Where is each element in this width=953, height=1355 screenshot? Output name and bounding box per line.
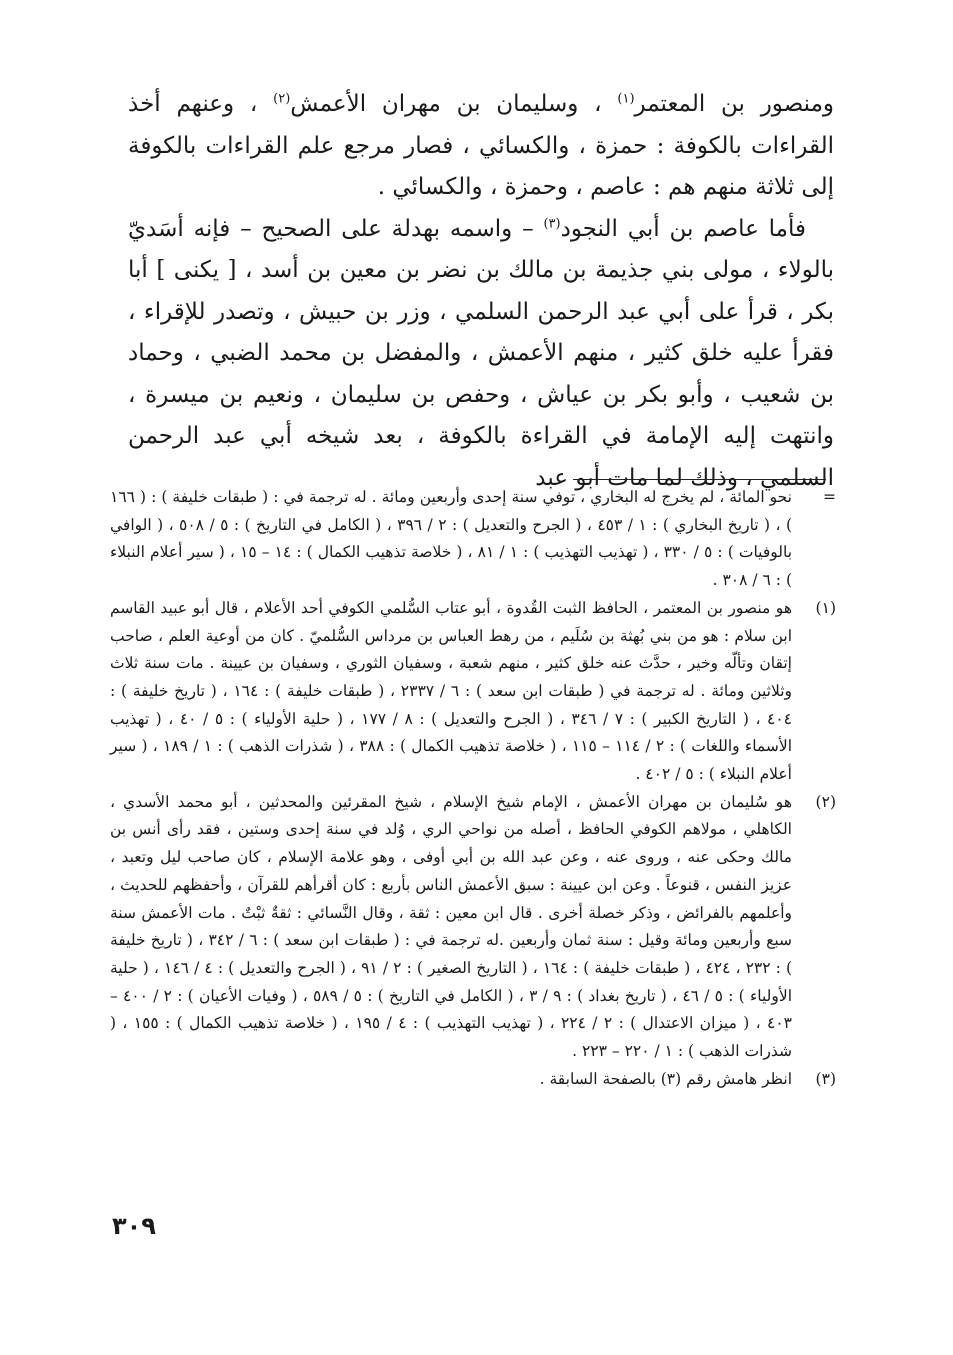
footnote-mark: (١) xyxy=(815,598,836,617)
footnote-3 xyxy=(110,1066,840,1094)
footnote-ref-1[interactable]: (١) xyxy=(617,91,635,107)
main-text xyxy=(128,84,834,499)
footnote-continued xyxy=(110,484,840,595)
paragraph-2 xyxy=(128,209,834,500)
paragraph-2-part-a: فأما عاصم بن أبي النجود xyxy=(560,215,806,242)
footnote-text: نحو المائة ، لم يخرج له البخاري ، توفي سنة إحدى وأربعين ومائة . له ترجمة في : ( طبقات خليفة ) : ( ١٦٦ ) ، ( تاريخ البخاري ) : ١ / ٤٥٣ ، ( الجرح والتعديل ) : ٢ / ٣٩٦ ، ( الكامل في التاريخ ) : ٥ / ٥٠٨ ، ( الوافي بالوفيات ) : ٥ / ٣٣٠ ، ( تهذيب التهذيب ) : ١ / ٨١ ، ( خلاصة تذهيب الكمال ) : ١٤ – ١٥ ، ( سير أعلام النبلاء ) : ٦ / ٣٠٨ . xyxy=(110,488,793,590)
page-number: ٣٠٩ xyxy=(112,1212,156,1240)
footnote-mark: (٢) xyxy=(815,792,836,811)
footnote-text: هو سُليمان بن مهران الأعمش ، الإمام شيخ الإسلام ، شيخ المقرئين والمحدثين ، أبو محمد الأسدي ، الكاهلي ، مولاهم الكوفي الحافظ ، أصله من نواحي الري ، وُلد في سنة إحدى وستين ، فقد رأى أنس بن مالك وحكى عنه ، وروى عنه ، وعن عبد الله بن أبي أوفى ، وهو علامة الإسلام ، كان صاحب ليل وتعبد ، عزيز النفس ، قنوعاً . وعن ابن عيينة : سبق الأعمش الناس بأربع : كان أقرأهم للقرآن ، وأحفظهم للحديث ، وأعلمهم بالفرائض ، وذكر خصلة أخرى . قال ابن معين : ثقة ، وقال النَّسائي : ثقةٌ ثبْتٌ . مات الأعمش سنة سبع وأربعين ومائة وقيل : سنة ثمان وأربعين .له ترجمة في : ( طبقات ابن سعد ) : ٦ / ٣٤٢ ، ( تاريخ خليفة ) : ٢٣٢ ، ٤٢٤ ، ( طبقات خليفة ) : ١٦٤ ، ( التاريخ الصغير ) : ٢ / ٩١ ، ( الجرح والتعديل ) : ٤ / ١٤٦ ، ( حلية الأولياء ) : ٥ / ٤٦ ، ( تاريخ بغداد ) : ٩ / ٣ ، ( الكامل في التاريخ ) : ٥ / ٥٨٩ ، ( وفيات الأعيان ) : ٢ / ٤٠٠ – ٤٠٣ ، ( ميزان الاعتدال ) : ٢ / ٢٢٤ ، ( تهذيب التهذيب ) : ٤ / ١٩٥ ، ( خلاصة تذهيب الكمال ) : ١٥٥ ، ( شذرات الذهب ) : ١ / ٢٢٠ – ٢٢٣ . xyxy=(110,792,793,1061)
paragraph-1-part-b: ، وسليمان بن مهران الأعمش xyxy=(290,91,618,117)
footnote-text: انظر هامش رقم (٣) بالصفحة السابقة . xyxy=(539,1069,792,1088)
footnote-2 xyxy=(110,789,840,1066)
footnote-mark: (٣) xyxy=(815,1069,836,1088)
footnote-ref-3[interactable]: (٣) xyxy=(543,215,561,231)
footnote-divider xyxy=(573,479,826,480)
footnotes xyxy=(110,484,840,1093)
footnote-ref-2[interactable]: (٢) xyxy=(273,91,291,107)
paragraph-1-part-c: ، وعنهم أخذ القراءات بالكوفة : حمزة ، والكسائي ، فصار مرجع علم القراءات بالكوفة إلى ثلاثة منهم هم : عاصم ، وحمزة ، والكسائي . xyxy=(128,91,834,200)
paragraph-2-part-b: – واسمه بهدلة على الصحيح – فإنه أسَديّ بالولاء ، مولى بني جذيمة بن مالك بن نضر بن معين بن أسد ، [ يكنى ] أبا بكر ، قرأ على أبي عبد الرحمن السلمي ، وزر بن حبيش ، وتصدر للإقراء ، فقرأ عليه خلق كثير ، منهم الأعمش ، والمفضل بن محمد الضبي ، وحماد بن شعيب ، وأبو بكر بن عياش ، وحفص بن سليمان ، ونعيم بن ميسرة ، وانتهت إليه الإمامة في القراءة بالكوفة ، بعد شيخه أبي عبد الرحمن السلمي ، وذلك لما مات أبو عبد xyxy=(128,215,834,491)
footnote-1 xyxy=(110,595,840,789)
paragraph-1 xyxy=(128,84,834,209)
footnote-mark: = xyxy=(823,488,836,506)
footnote-text: هو منصور بن المعتمر ، الحافظ الثبت القُدوة ، أبو عتاب السُّلمي الكوفي أحد الأعلام ، قال أبو عبيد القاسم ابن سلام : هو من بني بُهثة بن سُلَيم ، من رهط العباس بن مرداس السُّلميّ . كان من أوعية العلم ، صاحب إتقان وتألّه وخير ، حدَّث عنه خلق كثير ، منهم شعبة ، وسفيان الثوري ، وسفيان بن عيينة . مات سنة ثلاث وثلاثين ومائة . له ترجمة في ( طبقات ابن سعد ) : ٦ / ٢٣٣٧ ، ( طبقات خليفة ) : ١٦٤ ، ( تاريخ خليفة ) : ٤٠٤ ، ( التاريخ الكبير ) : ٧ / ٣٤٦ ، ( الجرح والتعديل ) : ٨ / ١٧٧ ، ( حلية الأولياء ) : ٥ / ٤٠ ، ( تهذيب الأسماء واللغات ) : ٢ / ١١٤ – ١١٥ ، ( خلاصة تذهيب الكمال ) : ٣٨٨ ، ( شذرات الذهب ) : ١ / ١٨٩ ، ( سير أعلام النبلاء ) : ٥ / ٤٠٢ . xyxy=(110,598,793,784)
paragraph-1-part-a: ومنصور بن المعتمر xyxy=(634,91,835,117)
